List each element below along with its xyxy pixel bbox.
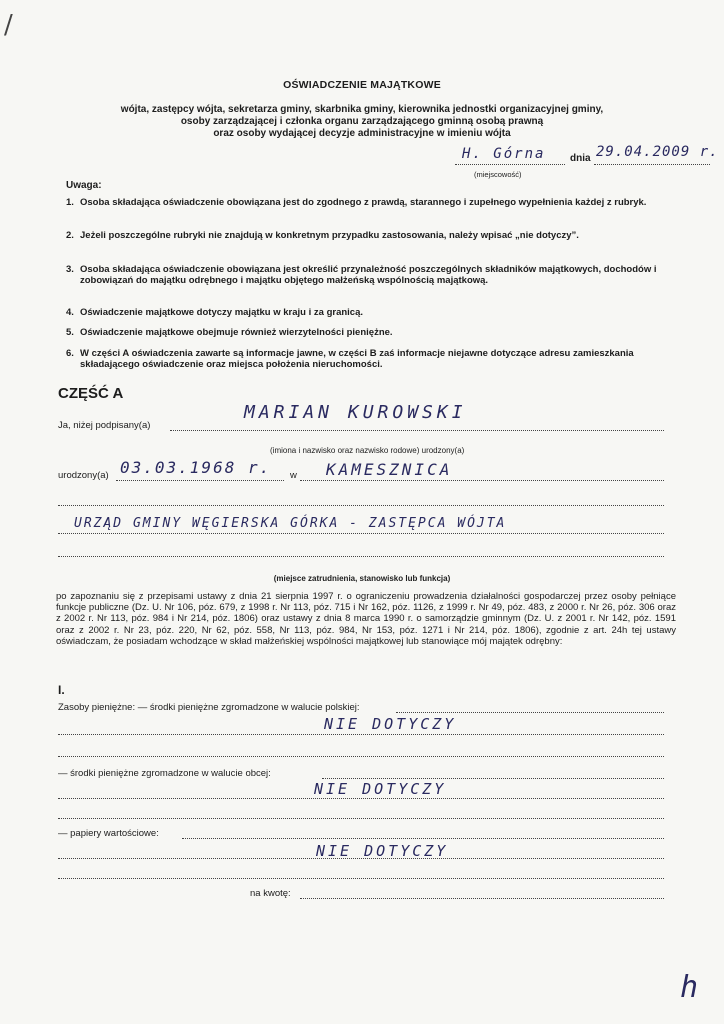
born-in-label: w	[290, 470, 297, 481]
document-subtitle	[60, 104, 664, 140]
name-line	[170, 430, 664, 431]
born-label: urodzony(a)	[58, 470, 109, 481]
foreign-currency-value: NIE DOTYCZY	[314, 780, 447, 798]
page-initials: h	[680, 970, 699, 1005]
amount-line	[300, 898, 664, 899]
instruction-number: 2.	[66, 230, 74, 241]
signed-label: Ja, niżej podpisany(a)	[58, 420, 151, 431]
blank-line	[58, 858, 664, 859]
foreign-currency-line	[322, 778, 664, 779]
workplace-value: URZĄD GMINY WĘGIERSKA GÓRKA - ZASTĘPCA WÓJTA	[74, 516, 507, 531]
blank-line	[58, 556, 664, 557]
place-value: H. Górna	[462, 146, 546, 162]
corner-mark: /	[4, 10, 13, 40]
instruction-text: Osoba składająca oświadczenie obowiązana jest określić przynależność poszczególnych składników majątkowych, dochodów i zobowiązań do majątku odrębnego i majątku objętego małżeńską wspólnością majątkową.	[80, 264, 657, 286]
born-date-value: 03.03.1968 r.	[120, 458, 272, 477]
zasoby-label: Zasoby pieniężne: — środki pieniężne zgromadzone w walucie polskiej:	[58, 702, 360, 713]
instruction-number: 1.	[66, 197, 74, 208]
born-place-line	[300, 480, 664, 481]
blank-line	[58, 798, 664, 799]
date-value: 29.04.2009 r.	[596, 144, 719, 160]
law-paragraph: po zapoznaniu się z przepisami ustawy z dnia 21 sierpnia 1997 r. o ograniczeniu prowadzenia działalności gospodarczej przez osoby pełniące funkcje publiczne (Dz. U. Nr 106, póz. 679, z 1998 r. Nr 113, póz. 715 i Nr 162, póz. 1126, z 1999 r. Nr 49, póz. 483, z 2000 r. Nr 26, póz. 306 oraz z 2002 r. Nr 113, póz. 984 i Nr 214, póz. 1806) oraz ustawy z dnia 8 marca 1990 r. o samorządzie gminnym (Dz. U. z 2001 r. Nr 142, póz. 1591 oraz z 2002 r. Nr 23, póz. 220, Nr 62, póz. 558, Nr 113, póz. 984, Nr 153, póz. 1271 i Nr 214, póz. 1806), zgodnie z art. 24h tej ustawy oświadczam, że posiadam wchodzące w skład małżeńskiej wspólności majątkowej lub stanowiące mój majątek odrębny:	[56, 591, 676, 647]
blank-line	[58, 505, 664, 506]
instruction-text: Jeżeli poszczególne rubryki nie znajdują w konkretnym przypadku zastosowania, należy wpisać „nie dotyczy”.	[80, 230, 579, 241]
securities-value: NIE DOTYCZY	[316, 842, 449, 860]
blank-line	[58, 734, 664, 735]
place-line	[455, 164, 565, 165]
instruction-number: 6.	[66, 348, 74, 359]
instruction-text: W części A oświadczenia zawarte są informacje jawne, w części B zaś informacje niejawne dotyczące adresu zamieszkania składającego oświadczenie oraz miejsca położenia nieruchomości.	[80, 348, 634, 370]
subtitle-line: wójta, zastępcy wójta, sekretarza gminy, skarbnika gminy, kierownika jednostki organizacyjnej gminy,	[120, 104, 604, 115]
instruction-text: Oświadczenie majątkowe obejmuje również wierzytelności pieniężne.	[80, 327, 393, 338]
instruction-text: Oświadczenie majątkowe dotyczy majątku w kraju i za granicą.	[80, 307, 363, 318]
date-label: dnia	[570, 153, 591, 164]
date-line	[594, 164, 710, 165]
zasoby-line	[396, 712, 664, 713]
zasoby-value: NIE DOTYCZY	[324, 715, 457, 733]
workplace-line	[58, 533, 664, 534]
uwaga-label: Uwaga:	[66, 180, 102, 191]
blank-line	[58, 818, 664, 819]
subtitle-line: osoby zarządzającej i członka organu zarządzającego gminną osobą prawną	[180, 116, 544, 127]
blank-line	[58, 756, 664, 757]
born-date-line	[116, 480, 284, 481]
born-place-value: KAMESZNICA	[326, 460, 453, 479]
securities-line	[182, 838, 664, 839]
amount-label: na kwotę:	[250, 888, 291, 899]
securities-label: — papiery wartościowe:	[58, 828, 159, 839]
name-value: MARIAN KUROWSKI	[244, 402, 467, 423]
section-a-heading: CZĘŚĆ A	[58, 385, 124, 402]
blank-line	[58, 878, 664, 879]
section-i-heading: I.	[58, 683, 65, 697]
foreign-currency-label: — środki pieniężne zgromadzone w walucie obcej:	[58, 768, 271, 779]
name-caption: (imiona i nazwisko oraz nazwisko rodowe) urodzony(a)	[270, 446, 465, 455]
instruction-number: 5.	[66, 327, 74, 338]
place-caption: (miejscowość)	[474, 170, 522, 179]
instruction-text: Osoba składająca oświadczenie obowiązana jest do zgodnego z prawdą, starannego i zupełnego wypełnienia każdej z rubryk.	[80, 197, 647, 208]
workplace-caption: (miejsce zatrudnienia, stanowisko lub funkcja)	[273, 574, 451, 583]
instruction-number: 3.	[66, 264, 74, 275]
instruction-number: 4.	[66, 307, 74, 318]
document-title: OŚWIADCZENIE MAJĄTKOWE	[283, 79, 441, 91]
subtitle-line: oraz osoby wydającej decyzje administracyjne w imieniu wójta	[213, 128, 511, 139]
